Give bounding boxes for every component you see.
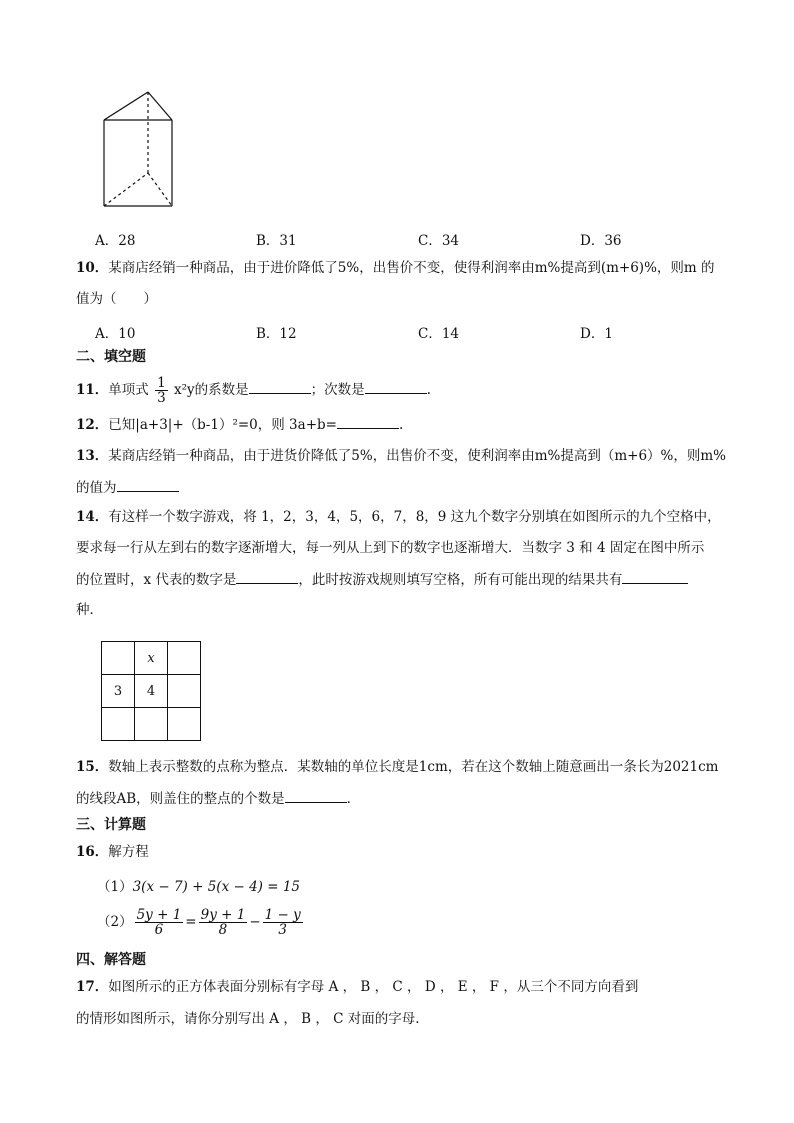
q17-number: 17． — [76, 979, 109, 995]
q14-text-3a: 的位置时，x 代表的数字是 — [76, 572, 237, 588]
frac-numerator: 5y + 1 — [136, 907, 182, 923]
q11-mid2: ；次数是 — [310, 382, 365, 398]
q16-eq2-label: （2） — [97, 914, 133, 930]
q13-text-2: 的值为 — [76, 480, 117, 496]
q10-option-d: D．1 — [580, 326, 613, 342]
q13-blank[interactable] — [117, 477, 179, 492]
q16-eq2-frac-3 — [263, 908, 303, 937]
q10-number: 10． — [76, 260, 109, 276]
section-heading-fill-in: 二、填空题 — [76, 349, 146, 365]
frac-denominator: 6 — [154, 922, 164, 938]
q17-line1 — [76, 977, 638, 997]
prism-edge — [148, 92, 172, 120]
q11-number: 11． — [76, 382, 109, 398]
q13-line1 — [76, 446, 726, 466]
q12-number: 12． — [76, 417, 109, 433]
frac-numerator: 9y + 1 — [200, 907, 246, 923]
q14-text-1: 有这样一个数字游戏，将 1，2，3，4，5，6，7，8，9 这九个数字分别填在如图所示的九个空格中， — [108, 509, 721, 525]
q16-eq2-frac-2 — [199, 908, 248, 937]
q11-term: x²y — [173, 382, 195, 398]
grid-cell — [168, 708, 201, 741]
q11-frac-denominator: 3 — [157, 390, 166, 406]
equals-sign: = — [185, 914, 197, 930]
frac-numerator: 1 − y — [264, 907, 301, 923]
q11-mid: 的系数是 — [194, 382, 249, 398]
q11-pre: 单项式 — [108, 382, 149, 398]
grid-cell — [168, 675, 201, 708]
grid-cell — [102, 642, 135, 675]
q17-line2: 的情形如图所示，请你分别写出 A ， B ， C 对面的字母. — [76, 1011, 420, 1027]
grid-cell — [102, 708, 135, 741]
q14-line1 — [76, 507, 721, 527]
prism-edge — [104, 92, 148, 120]
q16-equation-2 — [97, 908, 305, 937]
grid-cell — [135, 708, 168, 741]
q10-line1 — [76, 258, 715, 278]
minus-sign: − — [249, 914, 261, 930]
q16-title: 解方程 — [108, 844, 149, 860]
q10-line2: 值为（ ） — [76, 291, 157, 307]
q15-end: ． — [346, 791, 361, 807]
q16-eq1: 3(x − 7) + 5(x − 4) = 15 — [132, 879, 300, 895]
q14-text-3b: ，此时按游戏规则填写空格，所有可能出现的结果共有 — [298, 572, 623, 588]
q11-blank-1[interactable] — [249, 379, 311, 394]
grid-cell: x — [135, 642, 168, 675]
q16-number: 16． — [76, 844, 109, 860]
prism-edge-hidden — [104, 173, 148, 206]
q12-text: 已知|a+3|+（b-1）²=0，则 3a+b= — [108, 417, 337, 433]
q14-blank-1[interactable] — [236, 569, 298, 584]
q11-end: . — [426, 382, 431, 398]
q15-line1 — [76, 757, 718, 777]
q10-option-a: A．10 — [95, 326, 136, 342]
prism-edge-hidden — [148, 173, 172, 206]
section-heading-solution: 四、解答题 — [76, 952, 146, 968]
q16-eq1-label: （1） — [97, 879, 133, 895]
q15-blank[interactable] — [285, 788, 347, 803]
frac-denominator: 8 — [218, 922, 228, 938]
q14-line2: 要求每一行从左到右的数字逐渐增大，每一列从上到下的数字也逐渐增大．当数字 3 和 4 固定在图中所示 — [76, 540, 705, 556]
frac-denominator: 3 — [278, 922, 287, 938]
q11-fraction — [155, 376, 168, 405]
q9-option-d: D．36 — [580, 233, 622, 249]
q9-option-b: B．31 — [256, 233, 297, 249]
q12-line — [76, 414, 403, 435]
number-grid — [101, 641, 201, 741]
q17-text-1: 如图所示的正方体表面分别标有字母 A ， B ， C ， D ， E ， F ，从三个不同方向看到 — [108, 979, 639, 995]
q9-option-c: C．34 — [418, 233, 460, 249]
q11-frac-numerator: 1 — [157, 375, 166, 391]
grid-cell — [168, 642, 201, 675]
q16-equation-1 — [97, 877, 300, 897]
q9-option-a: A．28 — [95, 233, 136, 249]
q15-text-2: 的线段AB，则盖住的整点的个数是 — [76, 791, 285, 807]
q14-number: 14． — [76, 509, 109, 525]
q16-line — [76, 842, 149, 862]
q14-line4: 种． — [76, 602, 103, 618]
grid-cell: 4 — [135, 675, 168, 708]
q14-line3 — [76, 569, 688, 590]
q11-blank-2[interactable] — [365, 379, 427, 394]
q15-number: 15． — [76, 759, 109, 775]
section-heading-calculation: 三、计算题 — [76, 817, 146, 833]
q11-line — [76, 375, 431, 405]
q14-blank-2[interactable] — [622, 569, 688, 584]
prism-figure — [96, 85, 180, 211]
q13-number: 13． — [76, 448, 109, 464]
q16-eq2-frac-1 — [135, 908, 184, 937]
q13-text: 某商店经销一种商品，由于进货价降低了5%，出售价不变，使利润率由m%提高到（m+6）%，则m% — [108, 448, 726, 464]
q10-text: 某商店经销一种商品，由于进价降低了5%，出售价不变，使得利润率由m%提高到(m+6)%，则m 的 — [108, 260, 715, 276]
q13-line2 — [76, 477, 179, 498]
q12-blank[interactable] — [337, 414, 399, 429]
q15-text-1: 数轴上表示整数的点称为整点．某数轴的单位长度是1cm，若在这个数轴上随意画出一条长为2021cm — [108, 759, 719, 775]
q15-line2 — [76, 788, 360, 809]
q10-option-b: B．12 — [256, 326, 297, 342]
grid-cell: 3 — [102, 675, 135, 708]
q12-end: . — [398, 417, 404, 433]
q10-option-c: C．14 — [418, 326, 460, 342]
